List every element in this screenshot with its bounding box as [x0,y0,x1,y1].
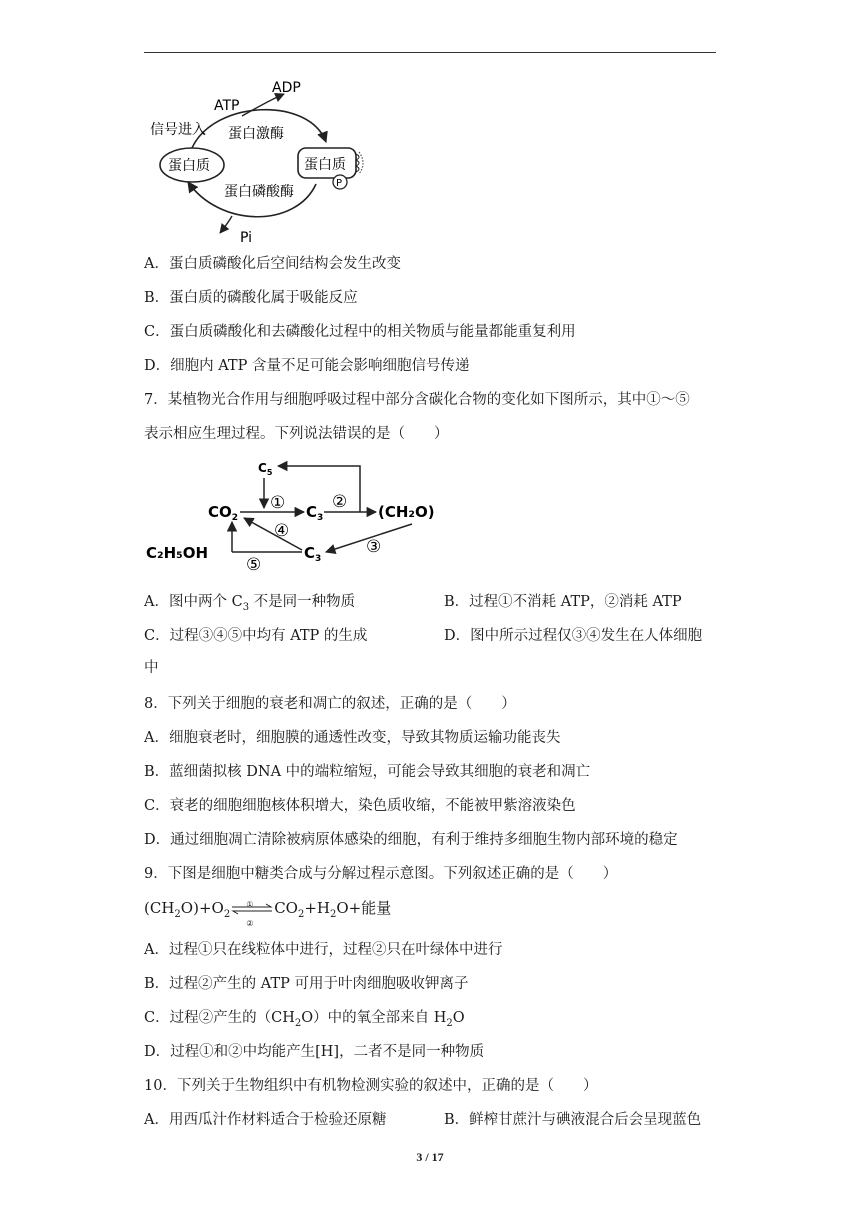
process-3-label: ③ [366,537,382,557]
q9-option-a: A．过程①只在线粒体中进行，过程②只在叶绿体中进行 [144,942,503,958]
c3-lower-label: $C_3$ [304,544,322,564]
figure-phosphorylation-cycle [144,78,404,246]
process-4-label: ④ [274,521,290,541]
q6-option-a: A．蛋白质磷酸化后空间结构会发生改变 [144,256,401,272]
q10-option-a: A．用西瓜汁作材料适合于检验还原糖 [144,1112,387,1128]
process-5-label: ⑤ [246,555,262,575]
q6-option-b: B．蛋白质的磷酸化属于吸能反应 [144,290,358,306]
figure-carbon-cycle [144,456,444,578]
q7-option-a: A．图中两个 $C_3$ 不是同一种物质 [144,594,356,613]
process-1-label: ① [270,493,286,513]
phosphate-label: P [336,178,343,189]
c3-upper-label: $C_3$ [306,503,324,523]
q10-stem: 10．下列关于生物组织中有机物检测实验的叙述中，正确的是（ ） [144,1078,598,1094]
q9-option-d: D．过程①和②中均能产生[H]，二者不是同一种物质 [144,1044,485,1060]
ethanol-label: C₂H₅OH [146,544,209,562]
svg-text:C5: $C_5$ [258,461,273,477]
pi-label: Pi [240,230,253,246]
protein-left-label: 蛋白质 [168,158,210,174]
q9-option-b: B．过程②产生的 ATP 可用于叶肉细胞吸收钾离子 [144,976,469,992]
q8-option-d: D．通过细胞凋亡清除被病原体感染的细胞，有利于维持多细胞生物内部环境的稳定 [144,832,678,848]
protein-right-label: 蛋白质 [304,157,346,173]
q7-option-c: C．过程③④⑤中均有 ATP 的生成 [144,628,368,644]
q8-option-b: B．蓝细菌拟核 DNA 中的端粒缩短，可能会导致其细胞的衰老和凋亡 [144,764,591,780]
q8-option-c: C．衰老的细胞细胞核体积增大，染色质收缩，不能被甲紫溶液染色 [144,798,576,814]
q7-option-d: D．图中所示过程仅③④发生在人体细胞 [444,628,703,644]
q9-equation: $(CH_2O)+O_2$ ① ② $CO_2+H_2O+$能量 [144,899,392,928]
q9-stem: 9．下图是细胞中糖类合成与分解过程示意图。下列叙述正确的是（ ） [144,866,618,882]
q6-option-c: C．蛋白质磷酸化和去磷酸化过程中的相关物质与能量都能重复利用 [144,324,576,340]
header-rule [144,52,716,53]
process-2-label: ② [332,492,348,512]
adp-label: ADP [272,80,301,96]
co2-label: $CO_2$ [208,503,239,523]
ch2o-label: (CH₂O) [378,503,435,521]
q9-option-c: C．过程②产生的$(CH_2O)$中的氧全部来自 $H_2O$ [144,1010,465,1029]
kinase-label: 蛋白激酶 [228,126,284,142]
q6-option-d: D．细胞内 ATP 含量不足可能会影响细胞信号传递 [144,358,470,374]
q7-option-d-cont: 中 [144,660,159,676]
atp-label: ATP [214,98,240,114]
signal-in-label: 信号进入 [150,122,206,138]
q7-stem-line2: 表示相应生理过程。下列说法错误的是（ ） [144,426,449,442]
phosphatase-label: 蛋白磷酸酶 [224,184,294,200]
q8-stem: 8．下列关于细胞的衰老和凋亡的叙述，正确的是（ ） [144,696,516,712]
q7-option-b: B．过程①不消耗 ATP，②消耗 ATP [444,594,682,610]
q7-stem-line1: 7．某植物光合作用与细胞呼吸过程中部分含碳化合物的变化如下图所示，其中①～⑤ [144,392,690,408]
reversible-arrow: ① ② [230,897,274,921]
q10-option-b: B．鲜榨甘蔗汁与碘液混合后会呈现蓝色 [444,1112,702,1128]
q8-option-a: A．细胞衰老时，细胞膜的通透性改变，导致其物质运输功能丧失 [144,730,561,746]
page-number: 3 / 17 [416,1150,444,1164]
